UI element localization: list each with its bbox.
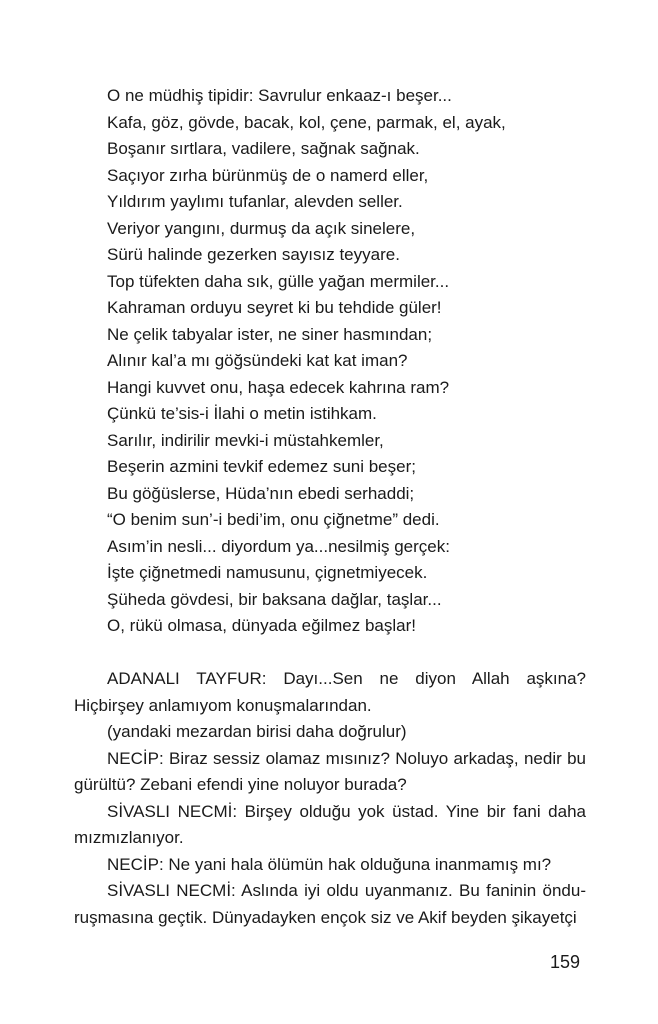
- dialogue-necip: NECİP: Ne yani hala ölümün hak olduğuna inanmamış mı?: [107, 854, 552, 874]
- stage-direction: (yandaki mezardan birisi daha doğrulur): [107, 722, 407, 741]
- dialogue-necip: NECİP: Biraz sessiz olamaz mısınız? Noluyo arkadaş, nedir bu gürültü? Zebani efendi yine noluyor burada?: [74, 748, 586, 794]
- poem-line: Kafa, göz, gövde, bacak, kol, çene, parmak, el, ayak,: [107, 112, 506, 132]
- poem-line: Beşerin azmini tevkif edemez suni beşer;: [107, 457, 416, 476]
- dialogue-sivasli-necmi: SİVASLI NECMİ: Birşey olduğu yok üstad. Yine bir fani daha mızmızlanıyor.: [74, 801, 586, 847]
- poem-line: “O benim sun’-i bedi’im, onu çiğnetme” dedi.: [107, 510, 440, 529]
- dialogue-block: [74, 666, 586, 931]
- poem-line: O, rükü olmasa, dünyada eğilmez başlar!: [107, 616, 416, 635]
- poem-line: Saçıyor zırha bürünmüş de o namerd eller,: [107, 165, 429, 185]
- poem-line: Kahraman orduyu seyret ki bu tehdide güler!: [107, 298, 442, 317]
- poem-line: Hangi kuvvet onu, haşa edecek kahrına ram?: [107, 377, 450, 397]
- poem-line: Yıldırım yaylımı tufanlar, alevden seller.: [107, 192, 403, 211]
- poem-line: O ne müdhiş tipidir: Savrulur enkaaz-ı beşer...: [107, 86, 452, 105]
- poem-line: Bu göğüslerse, Hüda’nın ebedi serhaddi;: [107, 483, 415, 503]
- page-number: 159: [549, 952, 580, 972]
- poem-line: Şüheda gövdesi, bir baksana dağlar, taşlar...: [107, 589, 442, 609]
- dialogue-sivasli-necmi: SİVASLI NECMİ: Aslında iyi oldu uyanmanız. Bu faninin öndu-ruşmasına geçtik. Dünyadayken ençok siz ve Akif beyden şikayetçi: [74, 881, 586, 927]
- dialogue-adanali-tayfur: ADANALI TAYFUR: Dayı...Sen ne diyon Allah aşkına? Hiçbirşey anlamıyom konuşmalarından.: [74, 669, 586, 715]
- poem-line: Alınır kal’a mı göğsündeki kat kat iman?: [107, 351, 408, 370]
- poem-line: Boşanır sırtlara, vadilere, sağnak sağnak.: [107, 139, 420, 158]
- poem-line: Sürü halinde gezerken sayısız teyyare.: [107, 245, 400, 264]
- poem-line: Sarılır, indirilir mevki-i müstahkemler,: [107, 430, 384, 450]
- poem-line: Asım’in nesli... diyordum ya...nesilmiş gerçek:: [107, 536, 450, 556]
- poem-line: Veriyor yangını, durmuş da açık sinelere,: [107, 218, 416, 238]
- poem-line: Top tüfekten daha sık, gülle yağan mermiler...: [107, 271, 450, 291]
- poem-line: Ne çelik tabyalar ister, ne siner hasmından;: [107, 324, 433, 344]
- poem-line: Çünkü te’sis-i İlahi o metin istihkam.: [107, 404, 377, 423]
- poem-line: İşte çiğnetmedi namusunu, çignetmiyecek.: [107, 563, 428, 582]
- poem-block: [107, 83, 587, 640]
